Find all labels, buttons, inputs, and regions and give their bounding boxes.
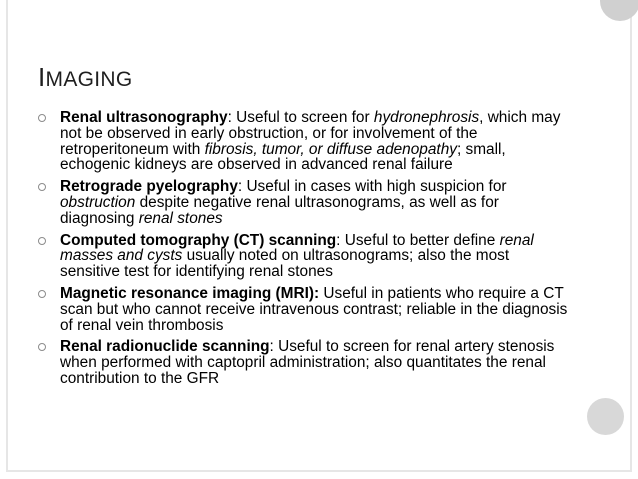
- bullet-circle-icon: [38, 237, 46, 245]
- bullet-text: : Useful to screen for renal artery stenosis when performed with captopril administration; also quantitates the renal contribution to the GFR: [60, 338, 555, 387]
- bullet-circle-icon: [38, 183, 46, 191]
- bullet-renal-radionuclide-scanning: [38, 339, 568, 386]
- bullet-text: despite negative renal ultrasonograms, as well as for diagnosing: [60, 193, 499, 227]
- bullet-circle-icon: [38, 343, 46, 351]
- bullet-circle-icon: [38, 114, 46, 122]
- bullet-list: [38, 110, 568, 393]
- bullet-circle-icon: [38, 290, 46, 298]
- bullet-term: Magnetic resonance imaging (MRI):: [60, 284, 320, 302]
- bullet-emphasis: hydronephrosis: [373, 109, 480, 126]
- title-rest: MAGING: [45, 68, 133, 91]
- bullet-computed-tomography: [38, 233, 568, 280]
- bullet-emphasis: fibrosis, tumor, or diffuse adenopathy: [204, 140, 457, 158]
- bullet-mri: [38, 286, 568, 333]
- bullet-term: Renal ultrasonography: [60, 109, 228, 126]
- bullet-retrograde-pyelography: [38, 179, 568, 226]
- bullet-emphasis: obstruction: [60, 193, 136, 211]
- bullet-text: ; small, echogenic kidneys are observed in advanced renal failure: [60, 140, 506, 174]
- bullet-text: : Useful to screen for: [227, 109, 374, 126]
- bullet-text: : Useful in cases with high suspicion for: [237, 178, 507, 196]
- bullet-term: Renal radionuclide scanning: [60, 338, 270, 356]
- bullet-emphasis: renal masses and cysts: [60, 231, 534, 265]
- bullet-renal-ultrasonography: [38, 110, 568, 173]
- slide-title: [38, 62, 133, 93]
- title-first-letter: I: [38, 62, 46, 92]
- bullet-text: Useful in patients who require a CT scan but who cannot receive intravenous contrast; reliable in the diagnosis of renal vein thrombosis: [60, 284, 568, 334]
- bullet-term: Computed tomography (CT) scanning: [60, 231, 337, 249]
- bullet-text: usually noted on ultrasonograms; also the most sensitive test for identifying renal stones: [60, 247, 510, 281]
- bullet-text: , which may not be observed in early obstruction, or for involvement of the retroperitoneum with: [60, 109, 561, 158]
- bottom-right-decorative-circle: [587, 398, 624, 435]
- bullet-term: Retrograde pyelography: [60, 178, 238, 196]
- bullet-emphasis: renal stones: [138, 209, 223, 227]
- bullet-text: : Useful to better define: [336, 231, 500, 249]
